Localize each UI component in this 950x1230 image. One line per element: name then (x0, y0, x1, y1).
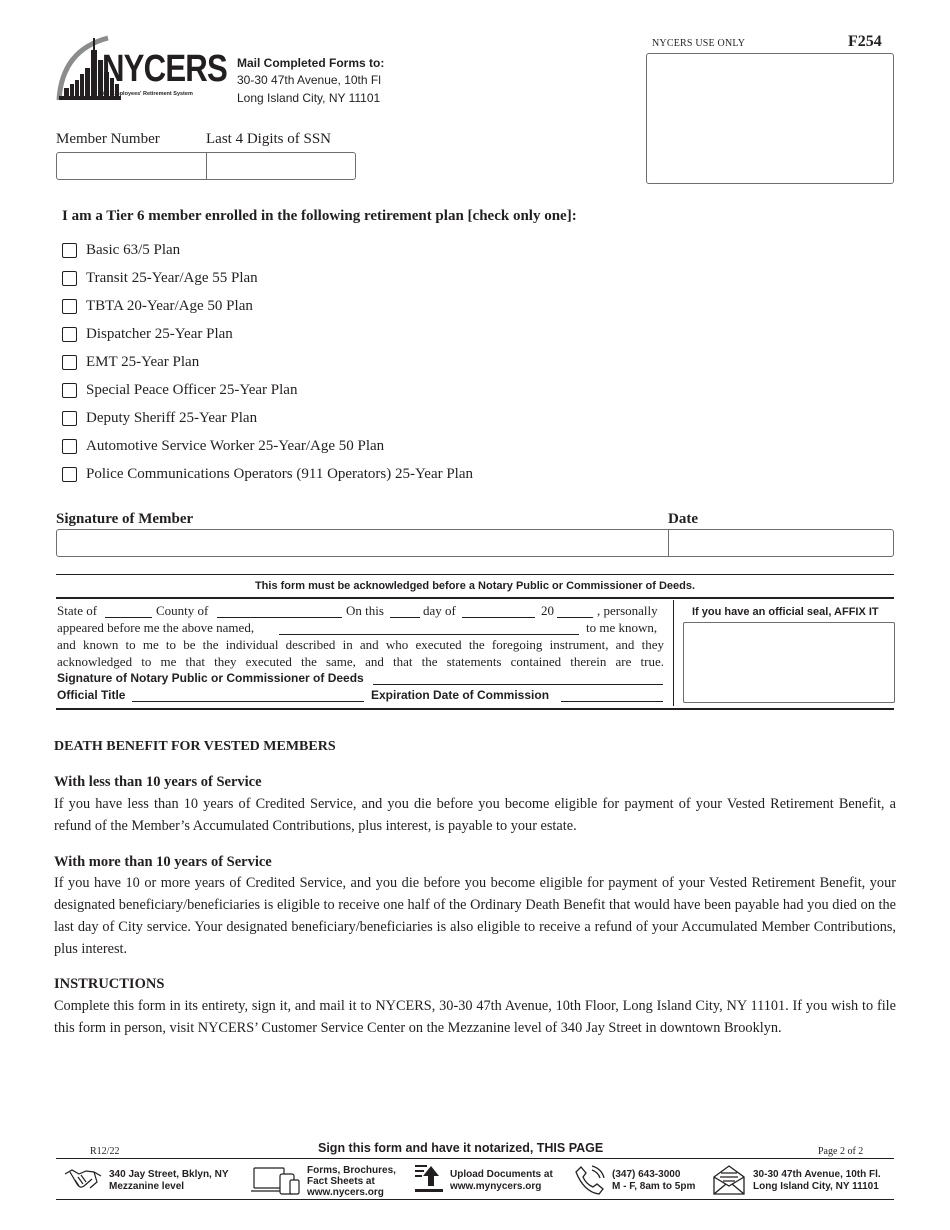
notary-bottom-rule (56, 708, 894, 710)
plan-option[interactable] (62, 348, 473, 376)
tier-heading: I am a Tier 6 member enrolled in the following retirement plan [check only one]: (62, 208, 577, 224)
footer-upload-link[interactable]: www.mynycers.org (450, 1181, 542, 1192)
checkbox[interactable] (62, 327, 77, 342)
plan-option-label: EMT 25-Year Plan (86, 353, 200, 370)
footer-location-line-2: Mezzanine level (109, 1181, 185, 1192)
year-field[interactable] (557, 617, 593, 618)
state-of-label: State of (57, 603, 98, 618)
footer-top-rule (56, 1158, 894, 1159)
appeared-name-field[interactable] (279, 634, 579, 635)
footer-forms-line-2: Fact Sheets at (307, 1176, 375, 1187)
footer-mail-line-1: 30-30 47th Avenue, 10th Fl. (753, 1169, 881, 1180)
footer-upload-line-1: Upload Documents at (450, 1169, 553, 1180)
checkbox[interactable] (62, 299, 77, 314)
footer-location (64, 1162, 244, 1196)
plan-option[interactable] (62, 376, 473, 404)
on-this-label: On this (346, 603, 384, 618)
notary-signature-field[interactable] (373, 684, 663, 685)
page-number: Page 2 of 2 (818, 1146, 864, 1157)
more-than-10-heading: With more than 10 years of Service (54, 854, 272, 870)
notary-signature-label: Signature of Notary Public or Commissioner of Deeds (57, 671, 364, 685)
plan-option[interactable] (62, 292, 473, 320)
notary-divider (673, 600, 674, 706)
footer-phone (574, 1162, 704, 1198)
logo-subtext: NYC Employees' Retirement System (98, 91, 193, 97)
footer-mail-line-2: Long Island City, NY 11101 (753, 1181, 879, 1192)
footer-phone-hours: M - F, 8am to 5pm (612, 1181, 696, 1192)
footer-forms (250, 1162, 410, 1198)
signature-fields (56, 529, 894, 557)
plan-option[interactable] (62, 236, 473, 264)
footer-forms-link[interactable]: www.nycers.org (307, 1187, 384, 1198)
appeared-label: appeared before me the above named, (57, 620, 255, 635)
footer-phone-number[interactable]: (347) 643-3000 (612, 1169, 681, 1180)
plan-option[interactable] (62, 404, 473, 432)
less-than-10-heading: With less than 10 years of Service (54, 774, 262, 790)
county-of-label: County of (156, 603, 209, 618)
notary-line-4: acknowledged to me that they executed the same, and that the statements contained therein are true. (57, 654, 664, 669)
death-benefit-heading: DEATH BENEFIT FOR VESTED MEMBERS (54, 739, 336, 754)
personally-label: , personally (597, 603, 658, 618)
less-than-10-text: If you have less than 10 years of Credited Service, and you die before you become eligible for payment of your Vested Retirement Benefit, a refund of the Member’s Accumulated Contributions, plus interest, is payable to your estate. (54, 796, 896, 834)
member-number-label: Member Number (56, 131, 160, 147)
checkbox[interactable] (62, 383, 77, 398)
instructions-heading: INSTRUCTIONS (54, 976, 165, 992)
expiration-field[interactable] (561, 701, 663, 702)
phone-icon (574, 1164, 606, 1201)
seal-label: If you have an official seal, AFFIX IT (692, 606, 879, 618)
ssn-label: Last 4 Digits of SSN (206, 131, 332, 147)
mail-address-line-2: Long Island City, NY 11101 (237, 91, 381, 105)
plan-option-label: TBTA 20-Year/Age 50 Plan (86, 297, 253, 314)
checkbox[interactable] (62, 355, 77, 370)
footer-mail (712, 1162, 892, 1198)
month-field[interactable] (462, 617, 535, 618)
handshake-icon (64, 1164, 102, 1199)
footer-upload (413, 1160, 563, 1198)
notary-line-3: and known to me to be the individual described in and who executed the foregoing instrument, and they (57, 637, 664, 652)
date-label: Date (668, 511, 698, 527)
footer-notice: Sign this form and have it notarized, THIS PAGE (318, 1141, 604, 1155)
plan-option-label: Transit 25-Year/Age 55 Plan (86, 269, 258, 286)
seal-box (683, 622, 895, 703)
official-title-field[interactable] (132, 701, 364, 702)
footer-forms-line-1: Forms, Brochures, (307, 1165, 396, 1176)
plan-option[interactable] (62, 460, 473, 488)
state-of-field[interactable] (105, 617, 152, 618)
notary-mid-rule (56, 597, 894, 599)
form-code: F254 (848, 33, 882, 50)
plan-options (62, 236, 473, 488)
member-signature-field[interactable] (57, 530, 669, 556)
plan-option-label: Dispatcher 25-Year Plan (86, 325, 233, 342)
revision-code: R12/22 (90, 1146, 120, 1157)
footer-location-line-1: 340 Jay Street, Bklyn, NY (109, 1169, 229, 1180)
plan-option-label: Special Peace Officer 25-Year Plan (86, 381, 298, 398)
more-than-10-text: If you have 10 or more years of Credited Service, and you die before you become eligible for payment of your Vested Retirement Benefit, your designated beneficiary/beneficiaries is eligible to receive one half of the Ordinary Death Benefit that would have been payable had you died on the last day of City service. Your designated beneficiary/beneficiaries is also eligible to receive a refund of your Accumulated Member Contributions, plus interest. (54, 875, 896, 957)
plan-option[interactable] (62, 320, 473, 348)
logo-wordmark: NYCERS (102, 48, 227, 90)
date-field[interactable] (669, 530, 893, 556)
mail-title: Mail Completed Forms to: (237, 56, 385, 70)
checkbox[interactable] (62, 271, 77, 286)
nycers-use-only-box (646, 53, 894, 184)
member-id-fields (56, 152, 356, 180)
footer-bottom-rule (56, 1199, 894, 1200)
ssn-input[interactable] (207, 153, 355, 179)
use-only-label: NYCERS USE ONLY (652, 38, 746, 49)
to-me-known-label: to me known, (586, 620, 658, 635)
instructions-text: Complete this form in its entirety, sign it, and mail it to NYCERS, 30-30 47th Avenue, 10th Floor, Long Island City, NY 11101. If you wish to file this form in person, visit NYCERS’ Customer Service Center on the Mezzanine level of 340 Jay Street in downtown Brooklyn. (54, 998, 896, 1036)
checkbox[interactable] (62, 439, 77, 454)
checkbox[interactable] (62, 243, 77, 258)
plan-option-label: Deputy Sheriff 25-Year Plan (86, 409, 258, 426)
notary-top-rule (56, 574, 894, 575)
expiration-label: Expiration Date of Commission (371, 688, 550, 702)
county-of-field[interactable] (217, 617, 342, 618)
checkbox[interactable] (62, 411, 77, 426)
plan-option-label: Basic 63/5 Plan (86, 241, 181, 258)
devices-icon (250, 1164, 302, 1201)
member-number-input[interactable] (57, 153, 207, 179)
mail-address-line-1: 30-30 47th Avenue, 10th Fl (237, 73, 381, 87)
plan-option[interactable] (62, 264, 473, 292)
plan-option-label: Police Communications Operators (911 Operators) 25-Year Plan (86, 465, 474, 482)
checkbox[interactable] (62, 467, 77, 482)
notary-heading: This form must be acknowledged before a Notary Public or Commissioner of Deeds. (254, 580, 696, 592)
official-title-label: Official Title (57, 688, 126, 702)
member-signature-label: Signature of Member (56, 511, 194, 527)
upload-icon (413, 1162, 445, 1201)
day-of-label: day of (423, 603, 456, 618)
day-field[interactable] (390, 617, 420, 618)
year-prefix-label: 20 (541, 603, 554, 618)
mail-envelope-icon (712, 1164, 746, 1201)
plan-option-label: Automotive Service Worker 25-Year/Age 50 Plan (86, 437, 385, 454)
plan-option[interactable] (62, 432, 473, 460)
